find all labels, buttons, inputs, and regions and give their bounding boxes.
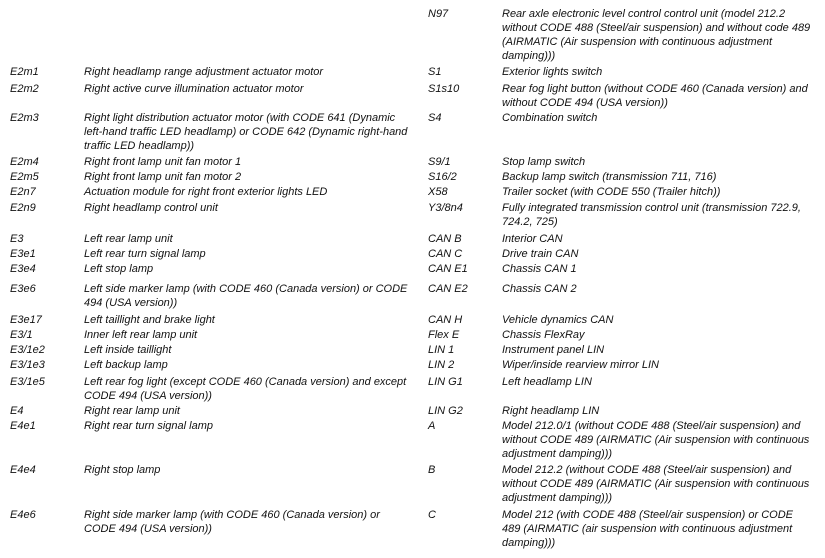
legend-description: Right front lamp unit fan motor 2: [84, 171, 242, 183]
legend-description: Instrument panel LIN: [502, 344, 605, 356]
legend-description: Backup lamp switch (transmission 711, 716): [502, 171, 717, 183]
legend-code: CAN E2: [428, 283, 468, 295]
legend-description: Right rear turn signal lamp: [84, 420, 214, 432]
legend-description: Right headlamp LIN: [502, 405, 600, 417]
legend-code: CAN E1: [428, 263, 468, 275]
legend-description: Wiper/inside rearview mirror LIN: [502, 359, 659, 371]
legend-code: CAN C: [428, 248, 463, 260]
legend-description: Left rear fog light (except CODE 460 (Canada version) and except CODE 494 (USA version)): [84, 376, 407, 402]
legend-description: Actuation module for right front exterior lights LED: [84, 186, 328, 198]
legend-code: LIN 2: [428, 359, 455, 371]
legend-description: Right front lamp unit fan motor 1: [84, 156, 242, 168]
legend-description: Vehicle dynamics CAN: [502, 314, 614, 326]
legend-description: Model 212 (with CODE 488 (Steel/air suspension) or CODE 489 (AIRMATIC (air suspension with continuous adjustment damping))): [502, 509, 794, 549]
legend-description: Exterior lights switch: [502, 66, 603, 78]
legend-code: X58: [428, 186, 448, 198]
legend-code: CAN H: [428, 314, 463, 326]
legend-code: S1: [428, 66, 442, 78]
legend-code: S16/2: [428, 171, 457, 183]
legend-code: E2m2: [10, 83, 39, 95]
legend-description: Fully integrated transmission control unit (transmission 722.9, 724.2, 725): [502, 202, 801, 228]
legend-description: Rear fog light button (without CODE 460 (Canada version) and without CODE 494 (USA version)): [502, 83, 808, 109]
legend-description: Chassis CAN 1: [502, 263, 577, 275]
legend-description: Model 212.2 (without CODE 488 (Steel/air suspension) and without CODE 489 (AIRMATIC (Air suspension with continuous adjustment damping))): [502, 464, 810, 504]
legend-description: Left headlamp LIN: [502, 376, 592, 388]
legend-description: Chassis FlexRay: [502, 329, 585, 341]
legend-description: Right stop lamp: [84, 464, 161, 476]
legend-code: Flex E: [428, 329, 460, 341]
legend-code: N97: [428, 8, 449, 20]
legend-description: Left rear lamp unit: [84, 233, 173, 245]
legend-code: E3e1: [10, 248, 36, 260]
legend-code: E3/1: [10, 329, 33, 341]
legend-code: E3e6: [10, 283, 36, 295]
legend-description: Right light distribution actuator motor (with CODE 641 (Dynamic left-hand traffic LED headlamp) or CODE 642 (Dynamic right-hand traffic LED headlamp)): [84, 112, 408, 152]
legend-code: LIN 1: [428, 344, 455, 356]
legend-description: Left taillight and brake light: [84, 314, 215, 326]
legend-code: E3/1e5: [10, 376, 45, 388]
legend-code: S4: [428, 112, 442, 124]
legend-code: E4e6: [10, 509, 36, 521]
legend-description: Inner left rear lamp unit: [84, 329, 198, 341]
legend-description: Right active curve illumination actuator motor: [84, 83, 304, 95]
legend-description: Left stop lamp: [84, 263, 154, 275]
legend-code: E2m3: [10, 112, 39, 124]
legend-description: Chassis CAN 2: [502, 283, 577, 295]
legend-code: E4e4: [10, 464, 36, 476]
legend-description: Right rear lamp unit: [84, 405, 180, 417]
legend-description: Combination switch: [502, 112, 598, 124]
legend-description: Rear axle electronic level control control unit (model 212.2 without CODE 488 (Steel/air suspension) and without code 489 (AIRMATIC (Air suspension with continuous adjustment damping))): [502, 8, 811, 62]
legend-description: Trailer socket (with CODE 550 (Trailer hitch)): [502, 186, 721, 198]
legend-code: LIN G1: [428, 376, 463, 388]
legend-code: S1s10: [428, 83, 460, 95]
legend-code: Y3/8n4: [428, 202, 463, 214]
legend-code: E4e1: [10, 420, 36, 432]
legend-code: E3e17: [10, 314, 42, 326]
legend-code: E2m1: [10, 66, 39, 78]
legend-description: Left inside taillight: [84, 344, 172, 356]
legend-description: Model 212.0/1 (without CODE 488 (Steel/air suspension) and without CODE 489 (AIRMATIC (Air suspension with continuous adjustment damping))): [502, 420, 810, 460]
legend-description: Left backup lamp: [84, 359, 168, 371]
legend-description: Left side marker lamp (with CODE 460 (Canada version) or CODE 494 (USA version)): [84, 283, 408, 309]
legend-code: E2m4: [10, 156, 39, 168]
legend-description: Drive train CAN: [502, 248, 579, 260]
legend-description: Right side marker lamp (with CODE 460 (Canada version) or CODE 494 (USA version)): [84, 509, 380, 535]
legend-code: E2n7: [10, 186, 36, 198]
legend-code: CAN B: [428, 233, 462, 245]
legend-description: Interior CAN: [502, 233, 563, 245]
legend-code: E2n9: [10, 202, 36, 214]
legend-code: E3e4: [10, 263, 36, 275]
legend-code: A: [428, 420, 436, 432]
legend-code: E3/1e3: [10, 359, 45, 371]
legend-description: Right headlamp range adjustment actuator motor: [84, 66, 324, 78]
legend-code: LIN G2: [428, 405, 463, 417]
legend-code: C: [428, 509, 436, 521]
legend-description: Left rear turn signal lamp: [84, 248, 206, 260]
legend-description: Stop lamp switch: [502, 156, 586, 168]
legend-code: E2m5: [10, 171, 39, 183]
legend-code: B: [428, 464, 436, 476]
legend-code: E4: [10, 405, 24, 417]
legend-code: E3: [10, 233, 24, 245]
legend-code: E3/1e2: [10, 344, 45, 356]
legend-code: S9/1: [428, 156, 451, 168]
legend-description: Right headlamp control unit: [84, 202, 218, 214]
